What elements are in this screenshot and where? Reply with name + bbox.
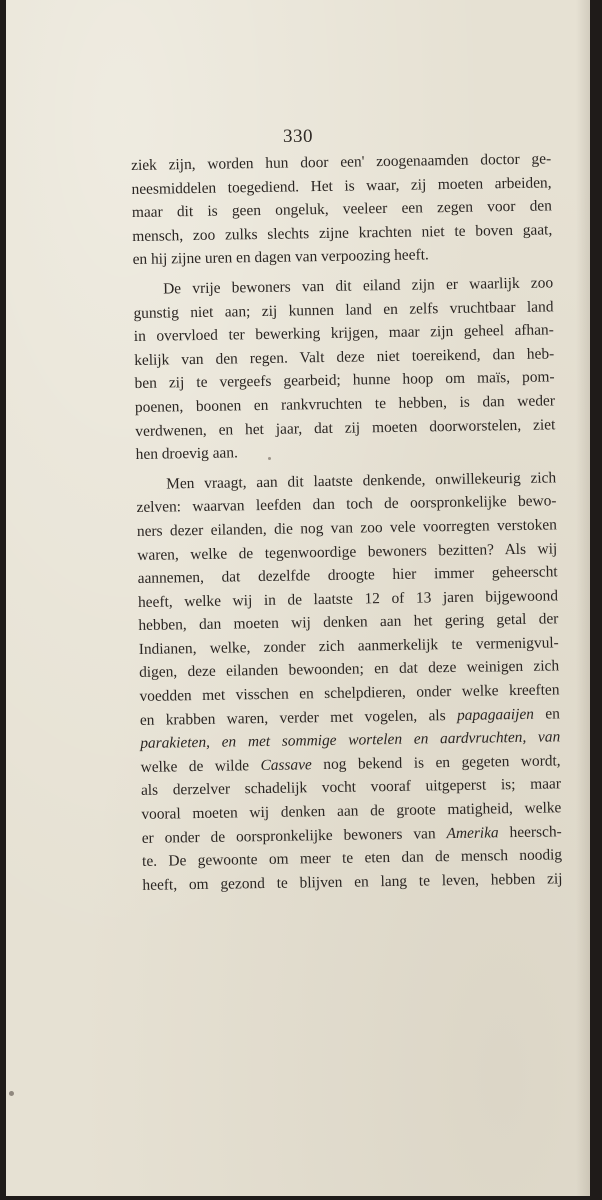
body-text <box>131 147 563 897</box>
italic-word: papagaaijen <box>456 705 535 724</box>
text-line: poenen, boonen en rankvruchten te hebben, is dan weder <box>134 392 556 416</box>
text-line: als derzelver schadelijk vocht vooraf uitgeperst is; maar <box>140 775 562 800</box>
paragraph <box>136 466 563 897</box>
text-line: ziek zijn, worden hun door een' zoogenaamden doctor ge- <box>131 150 552 174</box>
book-page <box>6 0 590 1196</box>
scan-speck <box>9 1091 14 1096</box>
paragraph <box>133 271 556 466</box>
text-line: zelven: waarvan leefden dan toch de oorspronkelijke bewo- <box>136 492 557 517</box>
text-line: verdwenen, en het jaar, dat zij moeten doorworstelen, ziet <box>135 415 556 440</box>
text-line: mensch, zoo zulks slechts zijne krachten niet te boven gaat, <box>132 221 553 245</box>
text-line: waren, welke de tegenwoordige bewoners bezitten? Als wij <box>137 539 558 564</box>
text-line: hen droevig aan. <box>135 444 238 464</box>
text-line: digen, deze eilanden bewoonden; en dat deze weinigen zich <box>139 657 560 682</box>
text-segment: welke de wilde <box>140 757 250 776</box>
page-number: 330 <box>283 126 313 147</box>
text-line: De vrije bewoners van dit eiland zijn er waarlijk zoo <box>162 274 554 298</box>
text-line: Indianen, welke, zonder zich aanmerkelijk te vermenigvul- <box>138 634 559 658</box>
italic-word: Amerika <box>446 823 499 842</box>
text-segment: nog bekend is en gegeten wordt, <box>323 752 561 773</box>
text-line: Men vraagt, aan dit laatste denkende, onwillekeurig zich <box>166 469 557 493</box>
text-segment: er onder de oorspronkelijke bewoners van <box>141 824 436 847</box>
text-line: vooral moeten wij denken aan de groote matigheid, welke <box>141 799 562 823</box>
text-line: gunstig niet aan; zij kunnen land en zelfs vruchtbaar land <box>133 297 554 322</box>
text-line: te. De gewoonte om meer te eten dan de mensch noodig <box>141 846 563 871</box>
paragraph <box>131 147 553 272</box>
text-line: voedden met visschen en schelpdieren, onder welke kreeften <box>139 681 560 705</box>
text-line: heeft, om gezond te blijven en lang te leven, hebben zij <box>142 870 563 894</box>
italic-line: parakieten, en met sommige wortelen en aardvruchten, van <box>140 728 561 753</box>
text-segment: en <box>545 704 560 723</box>
text-line: in overvloed ter bewerking krijgen, maar zijn geheel afhan- <box>133 321 554 346</box>
italic-word: Cassave <box>260 756 312 774</box>
text-segment: en krabben waren, verder met vogelen, als <box>139 706 446 729</box>
text-line: ben zij te vergeefs gearbeid; hunne hoop om maïs, pom- <box>134 368 555 393</box>
text-segment: heersch- <box>509 822 562 841</box>
text-line: heeft, welke wij in de laatste 12 of 13 jaren bijgewoond <box>137 587 559 611</box>
text-line: maar dit is geen ongeluk, veeleer een zegen voor den <box>131 197 553 222</box>
page-edge-shadow <box>576 0 590 1196</box>
paper-speck <box>268 457 271 460</box>
text-line: ners dezer eilanden, die nog van zoo vele voorregten verstoken <box>136 516 558 540</box>
text-line: en hij zijne uren en dagen van verpoozing heeft. <box>132 246 429 269</box>
text-line: neesmiddelen toegediend. Het is waar, zij moeten arbeiden, <box>131 173 552 198</box>
text-line: hebben, dan moeten wij denken aan het gering getal der <box>138 610 559 635</box>
text-line: kelijk van den regen. Valt deze niet toereikend, dan heb- <box>134 345 555 369</box>
text-line: aannemen, dat dezelfde droogte hier immer geheerscht <box>137 563 558 588</box>
